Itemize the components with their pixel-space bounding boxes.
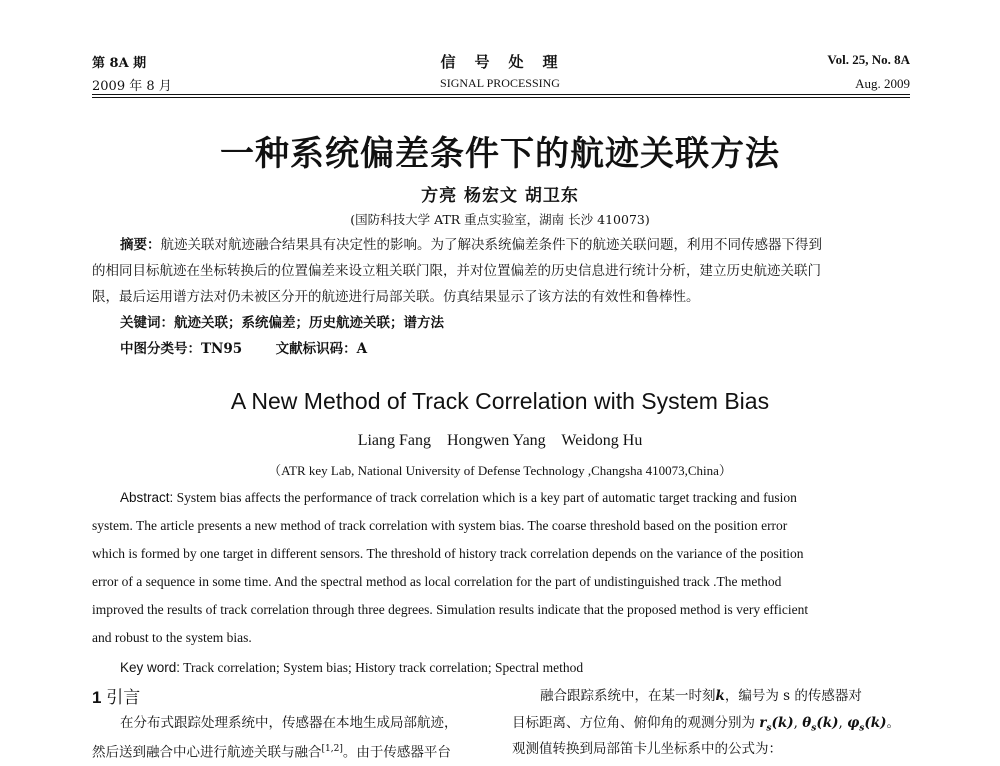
clc-label: 中图分类号： — [120, 341, 201, 357]
section-number: 1 — [92, 688, 102, 707]
abstract-en-line-1 — [120, 484, 797, 513]
header-rule-top — [92, 94, 910, 95]
paper-title-en: A New Method of Track Correlation with System Bias — [230, 388, 770, 414]
abstract-cn-line-3: 限，最后运用谱方法对仍未被区分开的航迹进行局部关联。仿真结果显示了该方法的有效性和鲁棒性。 — [92, 289, 700, 305]
authors-en: Liang Fang Hongwen Yang Weidong Hu — [357, 432, 643, 449]
keywords-en-label: Key word: — [120, 660, 181, 675]
clc-value: TN95 — [201, 341, 243, 357]
issue-date-cn: 2009 年 8 月 — [92, 79, 172, 94]
header-rule-bottom — [92, 97, 910, 98]
section-right-line-1 — [540, 683, 862, 709]
abstract-en-line-2: system. The article presents a new method of track correlation with system bias. The coarse threshold based on the position error — [92, 518, 788, 533]
issue-number: 第 8A 期 — [92, 56, 147, 71]
paper-title-cn: 一种系统偏差条件下的航迹关联方法 — [220, 134, 780, 174]
section-right-text-2: 目标距离、方位角、俯仰角的观测分别为 — [512, 715, 755, 731]
doc-code-value: A — [356, 341, 368, 357]
volume-info: Vol. 25, No. 8A — [827, 52, 910, 67]
symbol-r: r — [759, 715, 767, 731]
keywords-en — [120, 654, 583, 683]
abstract-cn-line-1 — [120, 232, 910, 258]
journal-name-cn: 信 号 处 理 — [440, 53, 560, 71]
symbol-r-arg: (k) — [771, 715, 794, 731]
journal-name-en: SIGNAL PROCESSING — [440, 76, 560, 90]
abstract-en-line-4: error of a sequence in some time. And the spectral method as local correlation for the part of undistinguished track .The method — [92, 574, 782, 589]
section-right-line-3: 观测值转换到局部笛卡儿坐标系中的公式为： — [512, 741, 782, 757]
symbol-theta: θ — [802, 715, 812, 731]
symbol-theta-arg: (k) — [816, 715, 839, 731]
abstract-en-line-3: which is formed by one target in different sensors. The threshold of history track correlation depends on the variance of the position — [92, 546, 804, 561]
classification-line — [120, 336, 367, 362]
abstract-cn-text-1: 航迹关联对航迹融合结果具有决定性的影响。为了解决系统偏差条件下的航迹关联问题，利用不同传感器下得到 — [160, 237, 822, 253]
citation-ref: [1,2] — [321, 744, 343, 754]
symbol-phi-arg: (k) — [864, 715, 887, 731]
section-title: 引言 — [106, 688, 141, 707]
keywords-cn — [120, 310, 444, 336]
symbol-theta-sub: s — [811, 723, 817, 734]
section-left-line-1: 在分布式跟踪处理系统中，传感器在本地生成局部航迹， — [120, 715, 458, 731]
abstract-en-label: Abstract: — [120, 490, 174, 505]
section-heading — [92, 683, 140, 708]
time-index-k: k — [715, 688, 725, 704]
section-left-text-2: 然后送到融合中心进行航迹关联与融合 — [92, 744, 322, 761]
keywords-cn-label: 关键词： — [120, 315, 174, 331]
issue-date-en: Aug. 2009 — [855, 76, 910, 91]
abstract-en-line-5: improved the results of track correlation through three degrees. Simulation results indicate that the proposed method is very efficient — [92, 602, 809, 617]
authors-cn: 方亮 杨宏文 胡卫东 — [421, 186, 579, 206]
symbol-phi-sub: s — [859, 723, 865, 734]
abstract-cn-label: 摘要： — [120, 237, 161, 253]
section-right-text-1-tail: ，编号为 s 的传感器对 — [724, 688, 862, 704]
section-right-text-1: 融合跟踪系统中，在某一时刻 — [540, 688, 716, 704]
abstract-en-text-1: System bias affects the performance of track correlation which is a key part of automatic target tracking and fusion — [176, 490, 797, 505]
section-left-text-2-tail: 。由于传感器平台 — [342, 744, 451, 761]
section-right-line-2: 目标距离、方位角、俯仰角的观测分别为 $r_s(k)$, $\theta_s(k)$, $\varphi_s(k)$。 — [512, 715, 900, 734]
section-left-line-2 — [92, 736, 451, 766]
abstract-en-line-6: and robust to the system bias. — [92, 630, 252, 645]
affiliation-en: （ATR key Lab, National University of Defense Technology ,Changsha 410073,China） — [268, 463, 732, 478]
abstract-cn-line-2: 的相同目标航迹在坐标转换后的位置偏差来设立粗关联门限，并对位置偏差的历史信息进行统计分析，建立历史航迹关联门 — [92, 263, 821, 279]
keywords-en-text: Track correlation; System bias; History track correlation; Spectral method — [183, 660, 584, 675]
symbol-phi: φ — [847, 715, 860, 731]
symbol-r-sub: s — [766, 723, 772, 734]
doc-code-label: 文献标识码： — [275, 341, 357, 357]
affiliation-cn: (国防科技大学 ATR 重点实验室，湖南 长沙 410073) — [350, 212, 650, 227]
keywords-cn-text: 航迹关联；系统偏差；历史航迹关联；谱方法 — [174, 315, 444, 331]
